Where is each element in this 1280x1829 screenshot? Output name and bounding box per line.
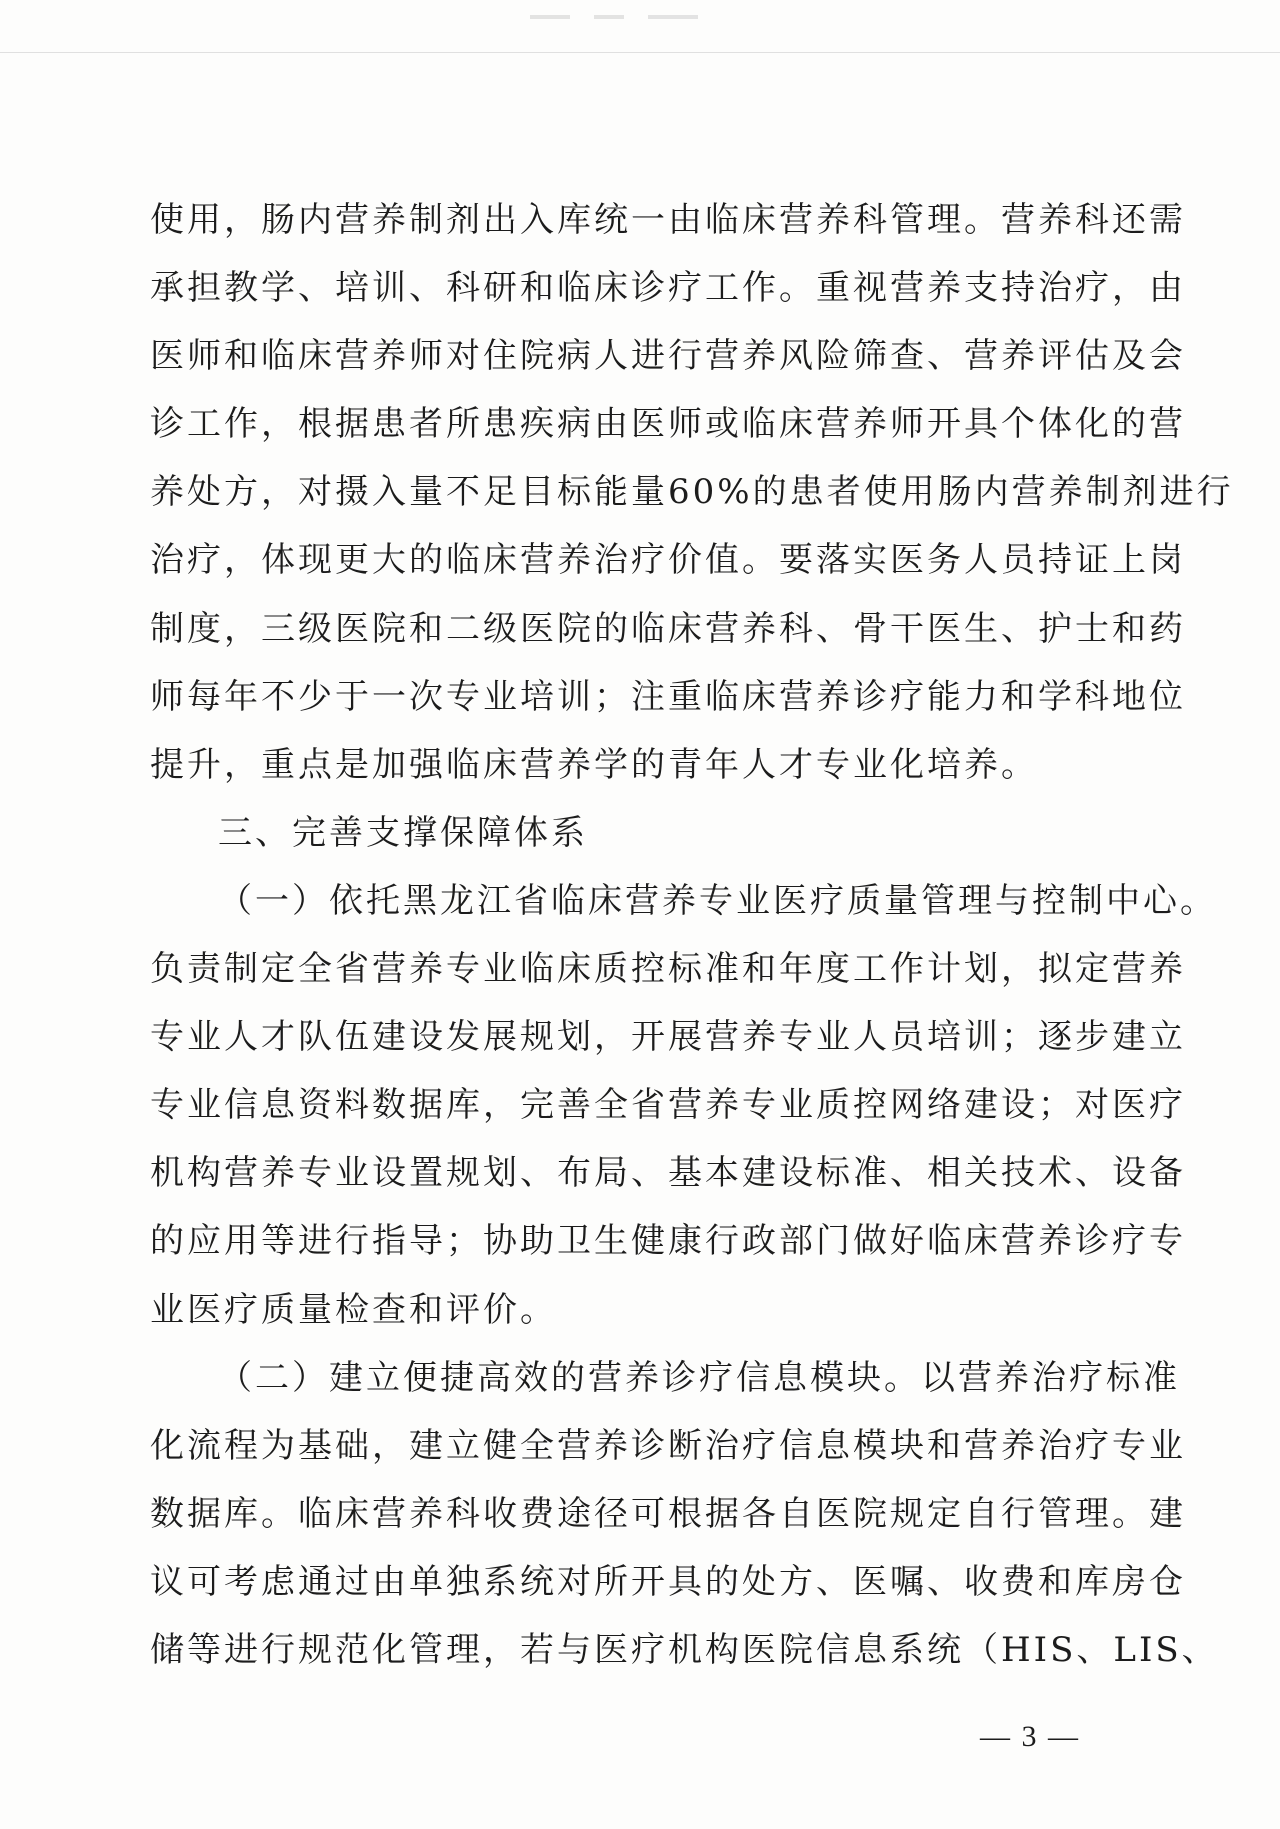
paragraph-line: 数据库。临床营养科收费途径可根据各自医院规定自行管理。建	[150, 1493, 1186, 1534]
paragraph-line: 医师和临床营养师对住院病人进行营养风险筛查、营养评估及会	[150, 336, 1186, 377]
document-body	[150, 186, 1234, 1684]
paragraph-line: 负责制定全省营养专业临床质控标准和年度工作计划，拟定营养	[150, 949, 1186, 990]
paragraph-line: 储等进行规范化管理，若与医疗机构医院信息系统（HIS、LIS、	[150, 1629, 1219, 1670]
page-number: — 3 —	[980, 1720, 1080, 1753]
paragraph-line: 制度，三级医院和二级医院的临床营养科、骨干医生、护士和药	[150, 608, 1186, 649]
paragraph-line: 议可考虑通过由单独系统对所开具的处方、医嘱、收费和库房仓	[150, 1561, 1186, 1602]
scan-artifact	[530, 8, 770, 26]
paragraph-line: 提升，重点是加强临床营养学的青年人才专业化培养。	[150, 744, 1038, 785]
paragraph-line: 诊工作，根据患者所患疾病由医师或临床营养师开具个体化的营	[150, 404, 1186, 445]
paragraph-line: 的应用等进行指导；协助卫生健康行政部门做好临床营养诊疗专	[150, 1221, 1186, 1262]
paragraph-line: 专业人才队伍建设发展规划，开展营养专业人员培训；逐步建立	[150, 1017, 1186, 1058]
paragraph-line: 化流程为基础，建立健全营养诊断治疗信息模块和营养治疗专业	[150, 1425, 1186, 1466]
paragraph-line: 机构营养专业设置规划、布局、基本建设标准、相关技术、设备	[150, 1153, 1186, 1194]
paragraph-line: 业医疗质量检查和评价。	[150, 1289, 557, 1330]
paragraph-line: 专业信息资料数据库，完善全省营养专业质控网络建设；对医疗	[150, 1085, 1186, 1126]
paragraph-line: 养处方，对摄入量不足目标能量60%的患者使用肠内营养制剂进行	[150, 472, 1234, 513]
subsection-heading: （一）依托黑龙江省临床营养专业医疗质量管理与控制中心。	[218, 880, 1217, 921]
section-heading: 三、完善支撑保障体系	[218, 812, 588, 853]
paragraph-line: 师每年不少于一次专业培训；注重临床营养诊疗能力和学科地位	[150, 676, 1186, 717]
paragraph-line: 治疗，体现更大的临床营养治疗价值。要落实医务人员持证上岗	[150, 540, 1186, 581]
paragraph-line: 承担教学、培训、科研和临床诊疗工作。重视营养支持治疗，由	[150, 268, 1186, 309]
subsection-heading: （二）建立便捷高效的营养诊疗信息模块。以营养治疗标准	[218, 1357, 1180, 1398]
scan-edge-line	[0, 52, 1280, 53]
paragraph-line: 使用，肠内营养制剂出入库统一由临床营养科管理。营养科还需	[150, 200, 1186, 240]
